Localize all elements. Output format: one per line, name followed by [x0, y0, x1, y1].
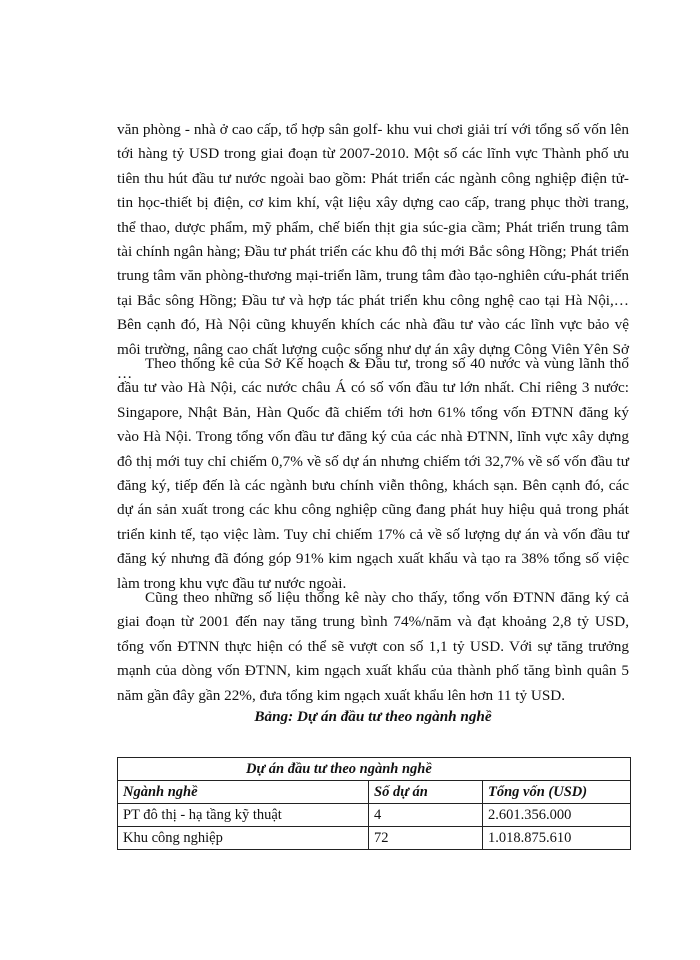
- cell-total-capital: 2.601.356.000: [483, 804, 631, 827]
- table-row: [118, 804, 631, 827]
- cell-total-capital: 1.018.875.610: [483, 827, 631, 850]
- header-project-count: Số dự án: [369, 781, 483, 804]
- cell-industry: PT đô thị - hạ tầng kỹ thuật: [118, 804, 369, 827]
- cell-industry: Khu công nghiệp: [118, 827, 369, 850]
- table-title-row: [118, 758, 631, 781]
- paragraph-2: Theo thống kê của Sở Kế hoạch & Đầu tư, trong số 40 nước và vùng lãnh thổ đầu tư vào Hà Nội, các nước châu Á có số vốn đầu tư lớn nhất. Chỉ riêng 3 nước: Singapore, Nhật Bản, Hàn Quốc đã chiếm tới hơn 61% tổng vốn ĐTNN đăng ký vào Hà Nội. Trong tổng vốn đầu tư đăng ký của các nhà ĐTNN, lĩnh vực xây dựng đô thị mới tuy chỉ chiếm 0,7% về số dự án nhưng chiếm tới 32,7% về số vốn đầu tư đăng ký, tiếp đến là các ngành bưu chính viễn thông, khách sạn. Bên cạnh đó, các dự án sản xuất trong các khu công nghiệp cũng đang phát huy hiệu quả trong phát triển kinh tế, tạo việc làm. Tuy chỉ chiếm 17% cả về số lượng dự án và vốn đầu tư đăng ký nhưng đã đóng góp 91% kim ngạch xuất khẩu và tạo ra 38% tổng số việc làm trong khu vực đầu tư nước ngoài.: [117, 355, 629, 592]
- header-total-capital: Tổng vốn (USD): [483, 781, 631, 804]
- table-caption: Bảng: Dự án đầu tư theo ngành nghề: [254, 708, 492, 725]
- paragraph-3: Cũng theo những số liệu thống kê này cho thấy, tổng vốn ĐTNN đăng ký cả giai đoạn từ 2001 đến nay tăng trung bình 74%/năm và đạt khoảng 2,8 tỷ USD, tổng vốn ĐTNN thực hiện có thể sẽ vượt con số 1,1 tỷ USD. Với sự tăng trưởng mạnh của dòng vốn ĐTNN, kim ngạch xuất khẩu của thành phố tăng bình quân 5 năm gần đây gần 22%, đưa tổng kim ngạch xuất khẩu lên hơn 11 tỷ USD.: [117, 589, 629, 704]
- header-industry: Ngành nghề: [118, 781, 369, 804]
- investment-table: [117, 757, 631, 850]
- table-header-row: [118, 781, 631, 804]
- paragraph-1: văn phòng - nhà ở cao cấp, tổ hợp sân golf- khu vui chơi giải trí với tổng số vốn lên tới hàng tỷ USD trong giai đoạn từ 2007-2010. Một số các lĩnh vực Thành phố ưu tiên thu hút đầu tư nước ngoài bao gồm: Phát triển các ngành công nghiệp điện tử-tin học-thiết bị điện, cơ kim khí, vật liệu xây dựng cao cấp, trang phục thời trang, thể thao, dược phẩm, mỹ phẩm, chế biến thịt gia súc-gia cầm; Phát triển trung tâm tài chính ngân hàng; Đầu tư phát triển các khu đô thị mới Bắc sông Hồng; Phát triển trung tâm văn phòng-thương mại-triển lãm, trung tâm đào tạo-nghiên cứu-phát triển tại Bắc sông Hồng; Đầu tư và hợp tác phát triển khu công nghệ cao tại Hà Nội,… Bên cạnh đó, Hà Nội cũng khuyến khích các nhà đầu tư vào các lĩnh vực bảo vệ môi trường, nâng cao chất lượng cuộc sống như dự án xây dựng Công Viên Yên Sở …: [117, 121, 629, 383]
- cell-project-count: 72: [369, 827, 483, 850]
- cell-project-count: 4: [369, 804, 483, 827]
- table-title: Dự án đầu tư theo ngành nghề: [118, 758, 631, 781]
- table-row: [118, 827, 631, 850]
